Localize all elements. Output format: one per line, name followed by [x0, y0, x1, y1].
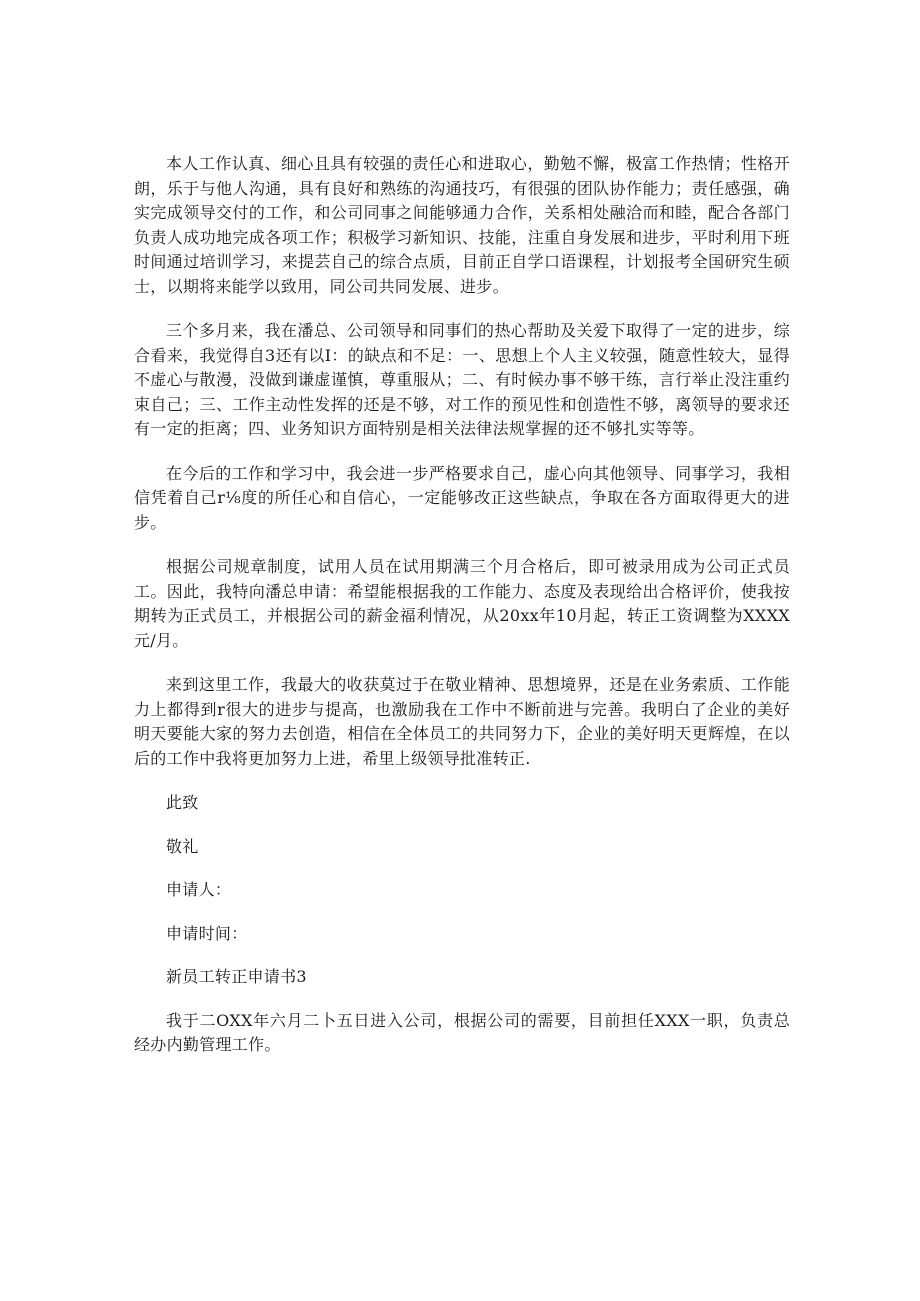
document-page	[134, 152, 790, 1078]
section-title: 新员工转正申请书3	[166, 967, 307, 986]
body-paragraph: 本人工作认真、细心且具有较强的责任心和进取心，勤勉不懈，极富工作热情；性格开朗，乐于与他人沟通，具有良好和熟练的沟通技巧，有很强的团队协作能力；责任感强，确实完成领导交付的工作，和公司同事之间能够通力合作，关系相处融洽而和睦，配合各部门负责人成功地完成各项工作；积极学习新知识、技能，注重自身发展和进步，平时利用下班时间通过培训学习，来提芸自己的综合点质，目前正自学口语课程，计划报考全国研究生硕士，以期将来能学以致用，同公司共同发展、进步。	[134, 154, 790, 296]
closing-ci-zhi: 此致	[166, 793, 199, 812]
closing-jing-li: 敬礼	[166, 836, 199, 856]
body-paragraph: 根据公司规章制度，试用人员在试用期满三个月合格后，即可被录用成为公司正式员工。因此，我特向潘总申请：希望能根据我的工作能力、态度及表现给出合格评价，使我按期转为正式员工，并根据公司的薪金福利情况，从20xx年10月起，转正工资调整为XXXX元/月。	[134, 557, 790, 650]
body-paragraph: 三个多月来，我在潘总、公司领导和同事们的热心帮助及关爱下取得了一定的进步，综合看来，我觉得自3还有以I：的缺点和不足：一、思想上个人主义较强，随意性较大，显得不虚心与散漫，没做到谦虚谨慎，尊重服从；二、有时候办事不够干练，言行举止没注重约束自己；三、工作主动性发挥的还是不够，对工作的预见性和创造性不够，离领导的要求还有一定的拒离；四、业务知识方面特别是相关法律法规掌握的还不够扎实等等。	[134, 321, 790, 438]
apply-time-label: 申请时间：	[166, 923, 248, 943]
body-paragraph: 来到这里工作，我最大的收获莫过于在敬业精神、思想境界，还是在业务索质、工作能力上都得到r很大的进步与提高，也激励我在工作中不断前进与完善。我明白了企业的美好明天要能大家的努力去创造，相信在全体员工的共同努力下，企业的美好明天更辉煌，在以后的工作中我将更加努力上进，希里上级领导批准转正.	[134, 675, 790, 768]
applicant-label: 申请人：	[166, 880, 232, 899]
body-paragraph: 在今后的工作和学习中，我会进一步严格要求自己，虚心向其他领导、同事学习，我相信凭着自己r⅛度的所任心和自信心，一定能够改正这些缺点，争取在各方面取得更大的进步。	[134, 463, 790, 532]
body-paragraph: 我于二OXX年六月二卜五日进入公司，根据公司的需要，目前担任XXX一职，负责总经办内勤管理工作。	[134, 1010, 790, 1054]
